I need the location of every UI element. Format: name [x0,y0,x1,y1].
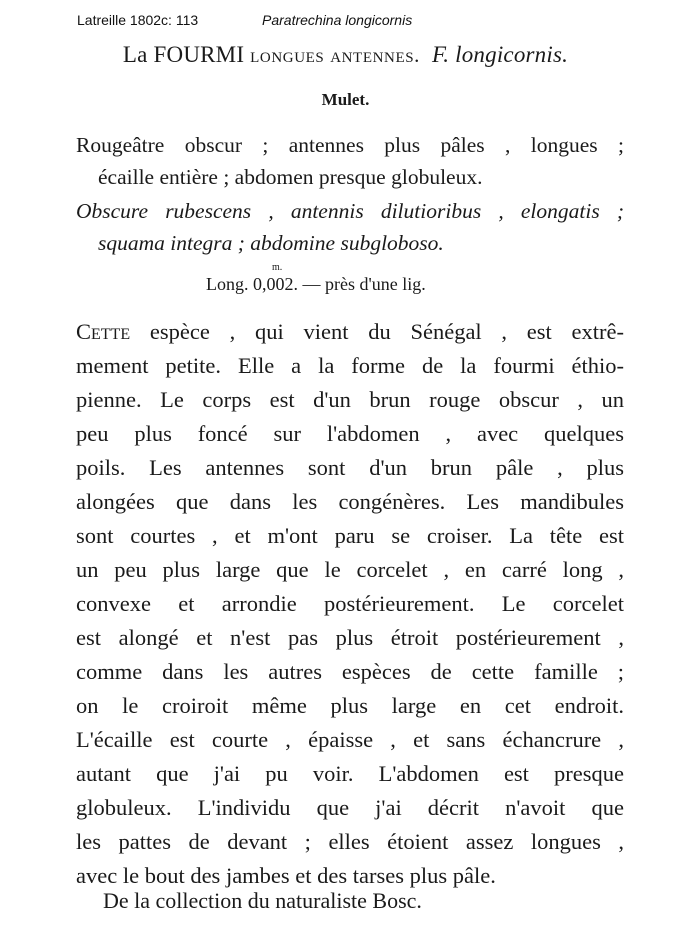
body-line [76,315,624,349]
body-line-1-rest: espèce , qui vient du Sénégal , est extrê- [149,319,625,344]
taxon-label: Paratrechina longicornis [262,12,413,28]
description-paragraph [76,315,624,893]
body-first-word: Cette [76,319,131,344]
collection-note: De la collection du naturaliste Bosc. [103,888,422,913]
body-line: peu plus foncé sur l'abdomen , avec quelques [76,421,624,446]
diagnosis-latin-line-2: squama integra ; abdomine subgloboso. [98,231,444,255]
body-line: mement petite. Elle a la forme de la fourmi éthio- [76,353,624,378]
body-line: poils. Les antennes sont d'un brun pâle , plus [76,455,624,480]
body-line: un peu plus large que le corcelet , en carré long , [76,557,624,582]
body-line: les pattes de devant ; elles étoient assez longues , [76,829,624,854]
title-part2: longues antennes. [250,43,420,67]
measure-superscript: m. [272,262,283,273]
diagnosis-french-line-1: Rougeâtre obscur ; antennes plus pâles , longues ; [76,133,624,157]
title-latin: F. longicornis. [431,42,569,67]
body-line: autant que j'ai pu voir. L'abdomen est presque [76,761,624,786]
body-line: comme dans les autres espèces de cette famille ; [76,659,624,684]
body-line: sont courtes , et m'ont paru se croiser. La tête est [76,523,624,548]
citation-label: Latreille 1802c: 113 [77,12,199,28]
body-line: alongées que dans les congénères. Les mandibules [76,489,624,514]
diagnosis-latin-line-1: Obscure rubescens , antennis dilutioribus , elongatis ; [76,199,624,223]
body-line: convexe et arrondie postérieurement. Le corcelet [76,591,624,616]
body-line: globuleux. L'individu que j'ai décrit n'avoit que [76,795,624,820]
body-line: on le croiroit même plus large en cet endroit. [76,693,624,718]
measurement-line: Long. 0,002. — près d'une lig. [206,274,426,294]
body-line: est alongé et n'est pas plus étroit postérieurement , [76,625,624,650]
body-line: L'écaille est courte , épaisse , et sans échancrure , [76,727,624,752]
body-line: pienne. Le corps est d'un brun rouge obscur , un [76,387,624,412]
body-line: avec le bout des jambes et des tarses plus pâle. [76,863,496,888]
diagnosis-french-line-2: écaille entière ; abdomen presque globuleux. [98,165,483,189]
caste-subtitle: Mulet. [321,90,370,109]
title-part1: La FOURMI [122,42,245,67]
species-title [0,42,691,68]
